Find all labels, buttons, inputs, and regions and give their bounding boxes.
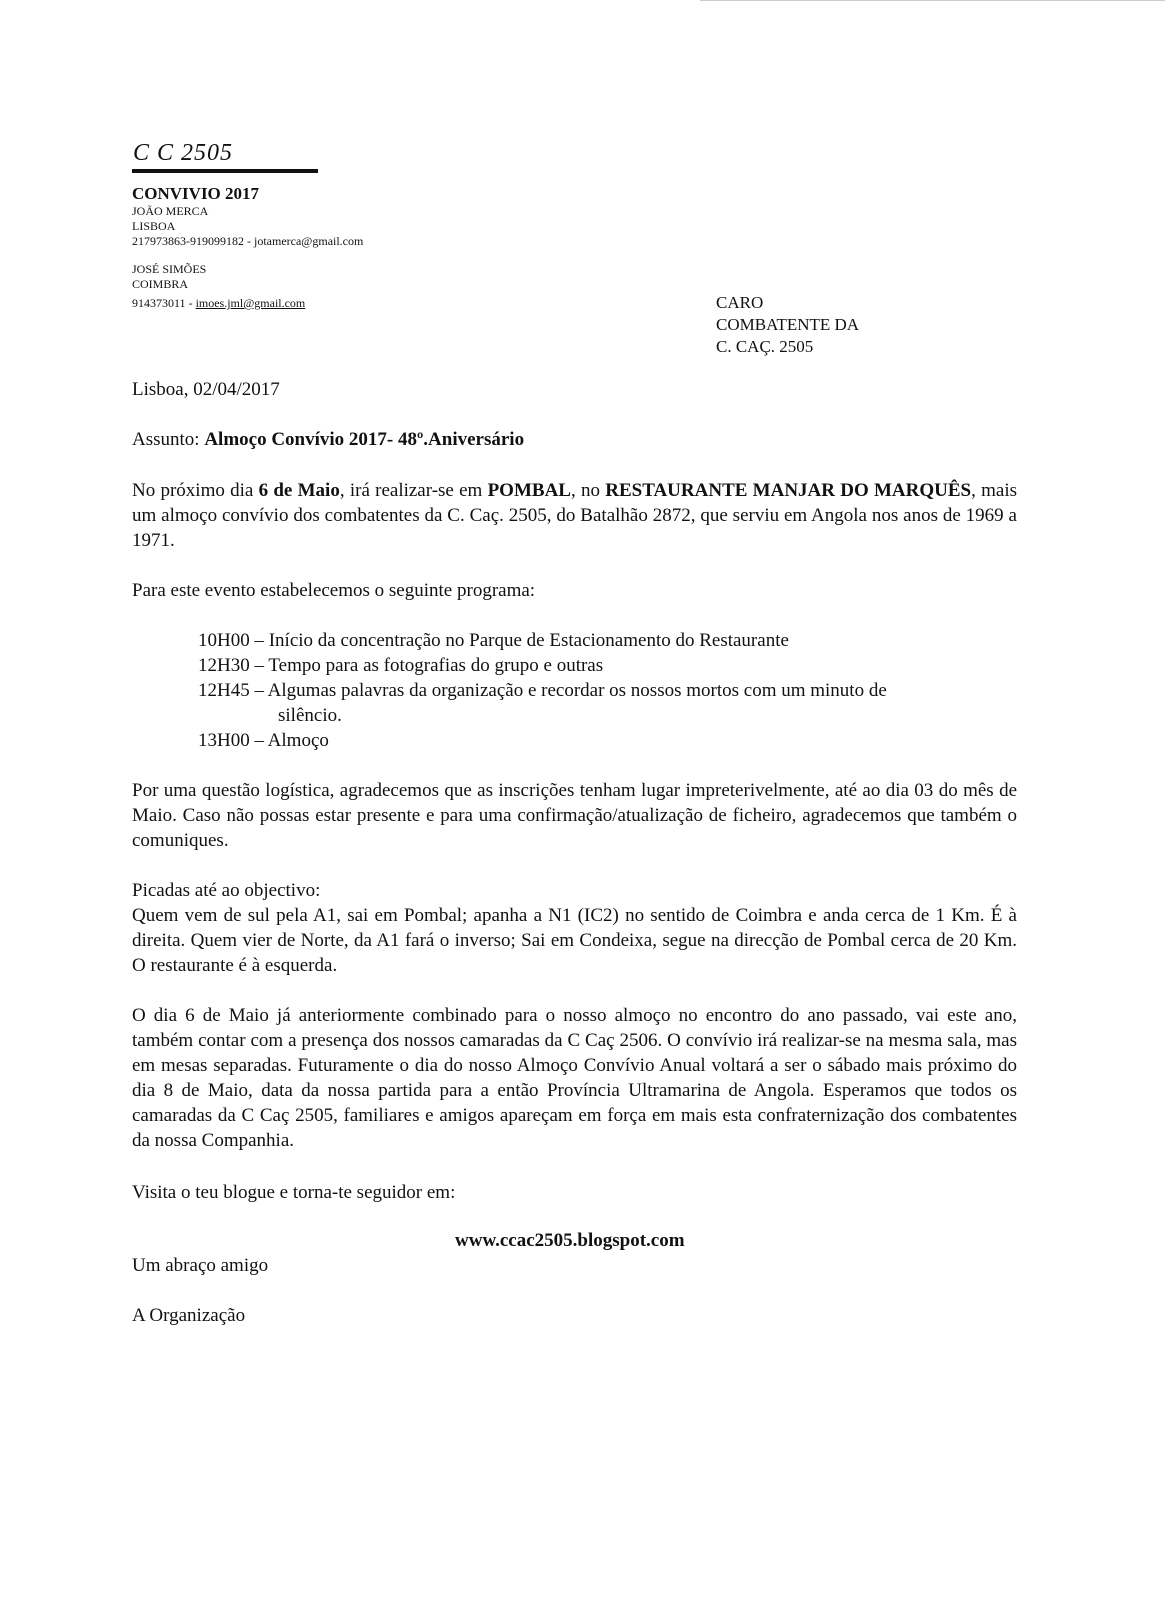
closing: Um abraço amigo xyxy=(132,1255,269,1276)
program-item: 12H45 – Algumas palavras da organização e recordar os nossos mortos com um minuto de xyxy=(198,680,887,701)
blog-link[interactable]: www.ccac2505.blogspot.com xyxy=(455,1230,685,1251)
recipient-line: CARO xyxy=(716,293,764,312)
recipient-line: C. CAÇ. 2505 xyxy=(716,337,814,356)
contact-phones: 914373011 xyxy=(132,296,186,310)
directions-text: Quem vem de sul pela A1, sai em Pombal; apanha a N1 (IC2) no sentido de Coimbra e anda cerca de 1 Km. É à direita. Quem vier de Norte, da A1 fará o inverso; Sai em Condeixa, segue na direcção de Pombal cerca de 20 Km. O restaurante é à esquerda. xyxy=(132,905,1017,976)
logo-text: C C 2505 xyxy=(133,140,234,166)
recipient-block xyxy=(716,292,859,358)
contact-email[interactable]: imoes.jml@gmail.com xyxy=(195,296,306,310)
paragraph-registration: Por uma questão logística, agradecemos que as inscrições tenham lugar impreterivelmente, até ao dia 03 do mês de Maio. Caso não possas estar presente e para uma confirmação/atualização de ficheiro, agradecemos que também o comuniques. xyxy=(132,780,1017,851)
paragraph-details: O dia 6 de Maio já anteriormente combinado para o nosso almoço no encontro do ano passado, vai este ano, também contar com a presença dos nossos camaradas da C Caç 2506. O convívio irá realizar-se na mesma sala, mas em mesas separadas. Futuramente o dia do nosso Almoço Convívio Anual voltará a ser o sábado mais próximo do dia 8 de Maio, data da nossa partida para a então Província Ultramarina de Angola. Esperamos que todos os camaradas da C Caç 2505, familiares e amigos apareçam em força em mais esta confraternização dos combatentes da nossa Companhia. xyxy=(132,1005,1017,1151)
program-item: 12H30 – Tempo para as fotografias do grupo e outras xyxy=(198,655,604,676)
contact-email[interactable]: jotamerca@gmail.com xyxy=(254,234,364,248)
signature: A Organização xyxy=(132,1305,246,1326)
contact-phones: 217973863-919099182 xyxy=(132,234,244,248)
contact-jose: JOSÉ SIMÕES COIMBRA 914373011 - imoes.jml@gmail.com xyxy=(132,262,306,310)
program-item-cont: silêncio. xyxy=(278,705,342,726)
program-intro: Para este evento estabelecemos o seguinte programa: xyxy=(132,580,536,601)
program-item: 10H00 – Início da concentração no Parque de Estacionamento do Restaurante xyxy=(198,630,789,651)
contact-name: JOÃO MERCA xyxy=(132,204,209,218)
logo-underline xyxy=(132,169,318,173)
contact-city: LISBOA xyxy=(132,219,176,233)
recipient-line: COMBATENTE DA xyxy=(716,315,860,334)
directions-title: Picadas até ao objectivo: xyxy=(132,880,321,901)
blog-line: Visita o teu blogue e torna-te seguidor em: xyxy=(132,1182,456,1203)
program-list xyxy=(198,628,1018,753)
contact-name: JOSÉ SIMÕES xyxy=(132,262,207,276)
subject-text: Almoço Convívio 2017- 48º.Aniversário xyxy=(204,429,525,450)
event-title: CONVIVIO 2017 xyxy=(132,184,260,203)
directions-block xyxy=(132,878,1017,978)
subject-line xyxy=(132,427,1017,452)
scan-edge xyxy=(700,0,1165,1)
date-line: Lisboa, 02/04/2017 xyxy=(132,379,280,400)
paragraph-intro: No próximo dia 6 de Maio, irá realizar-se em POMBAL, no RESTAURANTE MANJAR DO MARQUÊS, mais um almoço convívio dos combatentes da C. Caç. 2505, do Batalhão 2872, que serviu em Angola nos anos de 1969 a 1971. xyxy=(132,480,1017,551)
program-item: 13H00 – Almoço xyxy=(198,730,329,751)
contact-joao: JOÃO MERCA LISBOA 217973863-919099182 - jotamerca@gmail.com xyxy=(132,204,364,248)
subject-label: Assunto: xyxy=(132,429,200,450)
contact-city: COIMBRA xyxy=(132,277,189,291)
